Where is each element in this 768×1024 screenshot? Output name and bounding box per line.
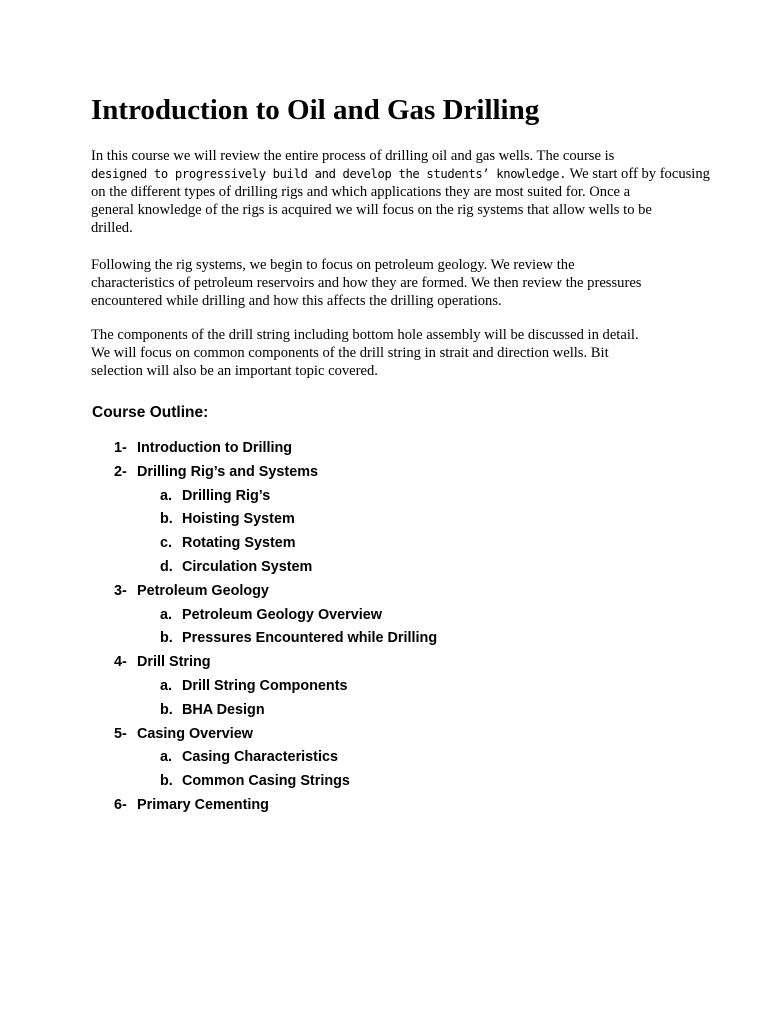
paragraph-line: general knowledge of the rigs is acquired we will focus on the rig systems that allow wells to be bbox=[91, 202, 652, 218]
paragraph-line: on the different types of drilling rigs and which applications they are most suited for. Once a bbox=[91, 184, 631, 200]
paragraph-line: drilled. bbox=[91, 220, 133, 236]
outline-label: Casing Characteristics bbox=[182, 749, 338, 766]
paragraph-line: We will focus on common components of the drill string in strait and direction wells. Bit bbox=[91, 345, 609, 361]
intro-paragraph bbox=[91, 147, 710, 237]
outline-label: Hoisting System bbox=[182, 511, 295, 528]
drill-string-paragraph bbox=[91, 326, 691, 380]
outline-label: Introduction to Drilling bbox=[137, 440, 293, 456]
outline-label: Petroleum Geology Overview bbox=[182, 606, 382, 623]
outline-label: Casing Overview bbox=[137, 725, 253, 742]
paragraph-line: characteristics of petroleum reservoirs and how they are formed. We then review the pressures bbox=[91, 275, 642, 291]
outline-subsection-item bbox=[0, 675, 768, 699]
outline-marker: 6- bbox=[114, 796, 127, 813]
outline-label: Rotating System bbox=[182, 535, 296, 552]
outline-section-item bbox=[0, 437, 768, 461]
outline-marker: b. bbox=[160, 630, 173, 647]
course-outline-list bbox=[0, 437, 768, 818]
outline-subsection-item bbox=[0, 770, 768, 794]
outline-marker: b. bbox=[160, 773, 173, 790]
geology-paragraph bbox=[91, 256, 691, 310]
outline-label: Petroleum Geology bbox=[137, 582, 269, 599]
paragraph-line: Following the rig systems, we begin to focus on petroleum geology. We review the bbox=[91, 257, 575, 273]
mixed-font-segment: designed to progressively build and develop the students’ knowledge. bbox=[91, 167, 567, 181]
outline-marker: b. bbox=[160, 511, 173, 528]
outline-marker: c. bbox=[160, 535, 173, 552]
paragraph-line: encountered while drilling and how this affects the drilling operations. bbox=[91, 293, 502, 309]
outline-section-item bbox=[0, 580, 768, 604]
outline-marker: 3- bbox=[114, 582, 127, 599]
outline-section-item bbox=[0, 723, 768, 747]
outline-subsection-item bbox=[0, 556, 768, 580]
outline-marker: d. bbox=[160, 558, 173, 575]
paragraph-line: In this course we will review the entire process of drilling oil and gas wells. The course is bbox=[91, 148, 615, 164]
outline-label: Drill String Components bbox=[182, 677, 348, 694]
outline-label: Drilling Rig’s bbox=[182, 487, 271, 504]
outline-subsection-item bbox=[0, 485, 768, 509]
paragraph-line bbox=[91, 165, 710, 183]
outline-label: Pressures Encountered while Drilling bbox=[182, 630, 438, 647]
paragraph-line: The components of the drill string including bottom hole assembly will be discussed in detail. bbox=[91, 327, 639, 343]
outline-label: Drill String bbox=[137, 654, 211, 671]
outline-marker: 1- bbox=[114, 440, 127, 456]
outline-marker: 5- bbox=[114, 725, 127, 742]
outline-subsection-item bbox=[0, 532, 768, 556]
outline-label: Circulation System bbox=[182, 558, 313, 575]
outline-section-item bbox=[0, 794, 768, 818]
course-outline-heading: Course Outline: bbox=[92, 404, 209, 421]
document-title: Introduction to Oil and Gas Drilling bbox=[91, 94, 540, 126]
outline-marker: a. bbox=[160, 606, 173, 623]
outline-marker: 2- bbox=[114, 463, 127, 480]
outline-subsection-item bbox=[0, 604, 768, 628]
outline-subsection-item bbox=[0, 746, 768, 770]
outline-marker: a. bbox=[160, 487, 173, 504]
outline-section-item bbox=[0, 651, 768, 675]
outline-subsection-item bbox=[0, 508, 768, 532]
outline-marker: a. bbox=[160, 677, 173, 694]
outline-subsection-item bbox=[0, 627, 768, 651]
outline-marker: b. bbox=[160, 701, 173, 718]
outline-label: Drilling Rig’s and Systems bbox=[137, 463, 318, 480]
outline-label: BHA Design bbox=[182, 701, 265, 718]
line-segment: We start off by focusing bbox=[566, 166, 710, 182]
outline-section-item bbox=[0, 461, 768, 485]
outline-marker: 4- bbox=[114, 654, 127, 671]
outline-subsection-item bbox=[0, 699, 768, 723]
outline-label: Common Casing Strings bbox=[182, 773, 350, 790]
outline-marker: a. bbox=[160, 749, 173, 766]
paragraph-line: selection will also be an important topic covered. bbox=[91, 363, 378, 379]
outline-label: Primary Cementing bbox=[137, 796, 269, 813]
